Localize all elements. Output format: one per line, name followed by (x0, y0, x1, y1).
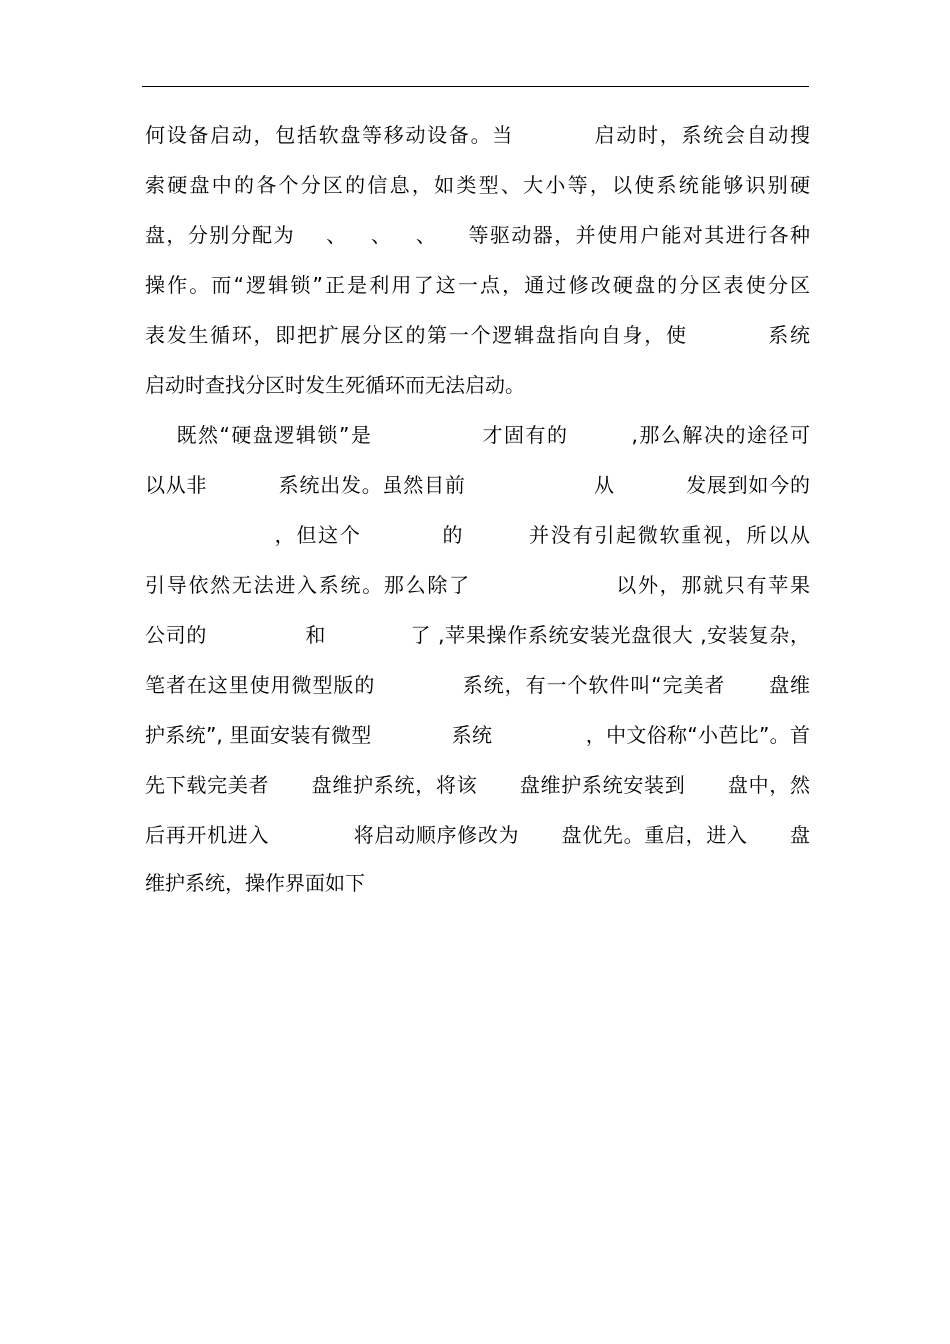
body-line: 公司的 和 了 ,苹果操作系统安装光盘很大 ,安装复杂， (145, 623, 810, 647)
body-line: 表发生循环，即把扩展分区的第一个逻辑盘指向自身，使 系统 (145, 323, 810, 347)
body-line: ，但这个 的 并没有引起微软重视，所以从 (145, 523, 810, 547)
body-line: 护系统”, 里面安装有微型 系统 ，中文俗称“小芭比”。首 (145, 723, 810, 747)
body-line: 以从非 系统出发。虽然目前 从 发展到如今的 (145, 473, 810, 497)
body-line: 索硬盘中的各个分区的信息，如类型、大小等，以使系统能够识别硬 (145, 173, 810, 197)
body-line: 先下载完美者 盘维护系统，将该 盘维护系统安装到 盘中，然 (145, 773, 810, 797)
body-line: 启动时查找分区时发生死循环而无法启动。 (145, 373, 525, 397)
header-rule (142, 86, 809, 87)
body-line: 笔者在这里使用微型版的 系统，有一个软件叫“完美者 盘维 (145, 673, 810, 697)
body-line: 维护系统，操作界面如下 (145, 871, 365, 895)
body-line: 既然“硬盘逻辑锁”是 才固有的 ,那么解决的途径可 (145, 423, 810, 447)
body-line: 引导依然无法进入系统。那么除了 以外，那就只有苹果 (145, 573, 810, 597)
body-line: 操作。而“逻辑锁”正是利用了这一点，通过修改硬盘的分区表使分区 (145, 273, 810, 297)
body-line: 何设备启动，包括软盘等移动设备。当 启动时，系统会自动搜 (145, 123, 810, 147)
body-line: 后再开机进入 将启动顺序修改为 盘优先。重启，进入 盘 (145, 823, 810, 847)
body-line: 盘，分别分配为 、 、 、 等驱动器，并使用户能对其进行各种 (145, 223, 810, 247)
